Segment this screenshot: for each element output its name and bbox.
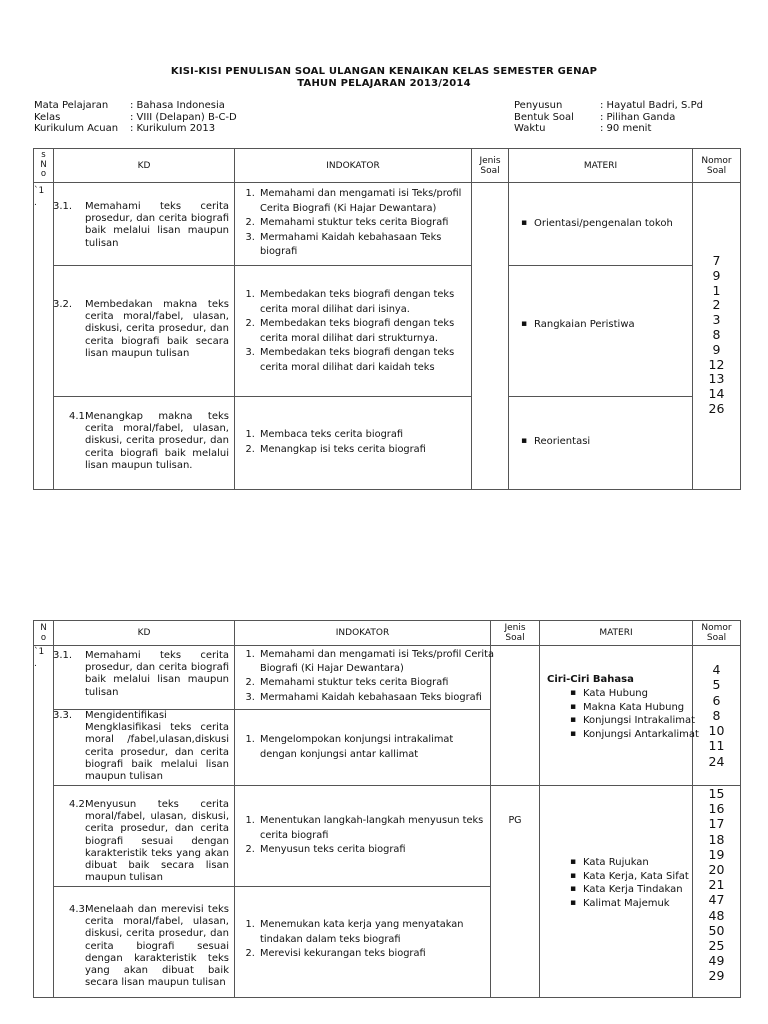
materi-item: ▪ Konjungsi Intrakalimat (583, 714, 708, 728)
table2-indikator-row-1 (238, 648, 508, 705)
meta-value: : Pilihan Ganda (600, 111, 676, 123)
nomor-soal-item: 29 (708, 968, 725, 984)
materi-item: ▪ Rangkaian Peristiwa (534, 318, 704, 332)
table1-indikator-row-1 (238, 187, 478, 260)
table1-nomor-soal (693, 254, 740, 417)
materi-item: ▪ Kata Hubung (583, 687, 708, 701)
nomor-soal-item: 50 (708, 922, 725, 938)
indikator-item: 1. Membedakan teks biografi dengan teks cerita moral dilihat dari isinya. (258, 288, 476, 317)
table1-materi-row-2 (516, 318, 704, 332)
table2-kd-row-2 (53, 710, 229, 783)
kd-text: Memahami teks cerita prosedur, dan cerita biografi baik melalui lisan maupun tulisan (85, 201, 229, 249)
nomor-soal-item: 6 (712, 692, 721, 708)
indikator-item: 1. Menemukan kata kerja yang menyatakan tindakan dalam teks biografi (258, 918, 503, 947)
nomor-soal-item: 9 (712, 341, 721, 357)
document-subtitle: TAHUN PELAJARAN 2013/2014 (297, 78, 471, 89)
nomor-soal-item: 5 (712, 677, 721, 693)
table1-materi-row-1 (516, 217, 704, 231)
meta-label: Kelas (34, 111, 61, 123)
meta-label: Mata Pelajaran (34, 100, 109, 111)
table2-header-nomor-soal: Nomor Soal (701, 623, 732, 643)
table2-nomor-soal-group-2 (693, 786, 740, 984)
table2-kd-row-3 (53, 799, 229, 884)
table2-header-kd: KD (137, 628, 151, 638)
kd-number: 3.1. (53, 650, 73, 661)
meta-label: Kurikulum Acuan (34, 123, 119, 134)
materi-item: ▪ Konjungsi Antarkalimat (583, 728, 708, 742)
nomor-soal-item: 11 (708, 738, 725, 754)
table2-kd-row-4 (53, 904, 229, 989)
meta-value: : Hayatul Badri, S.Pd (600, 100, 703, 111)
table2-no-cell: `1 . (34, 647, 45, 669)
kd-number: 4.1 (69, 411, 85, 422)
table1-materi-row-3 (516, 435, 704, 449)
nomor-soal-item: 3 (712, 312, 721, 328)
table2-header-materi: MATERI (599, 628, 633, 638)
kd-text: Mengidentifikasi Mengklasifikasi teks cerita moral /fabel,ulasan,diskusi cerita prosedur, dan cerita biografi baik melalui lisan maupun tulisan (85, 710, 229, 783)
materi-item: ▪ Orientasi/pengenalan tokoh (534, 217, 704, 231)
kd-text: Membedakan makna teks cerita moral/fabel, ulasan, diskusi, cerita prosedur, dan cerita biografi baik secara lisan maupun tulisan (85, 299, 229, 359)
indikator-item: 2. Memahami stuktur teks cerita Biografi (258, 216, 478, 231)
indikator-item: 3. Mermahami Kaidah kebahasaan Teks biografi (258, 231, 478, 260)
kd-text: Menyusun teks cerita moral/fabel, ulasan, diskusi, cerita prosedur, dan cerita biografi sesuai dengan karakteristik teks yang akan dibuat baik secara lisan maupun tulisan (85, 799, 229, 884)
table1-header-materi: MATERI (583, 160, 618, 171)
meta-value: : Bahasa Indonesia (130, 100, 225, 111)
indikator-item: 2. Memahami stuktur teks cerita Biografi (258, 676, 508, 690)
table1-indikator-row-2 (238, 288, 476, 375)
materi-item: ▪ Kalimat Majemuk (583, 897, 708, 911)
nomor-soal-item: 9 (712, 267, 721, 283)
indikator-item: 2. Merevisi kekurangan teks biografi (258, 947, 503, 962)
table1-header-no: s N o (40, 150, 47, 180)
indikator-item: 2. Menangkap isi teks cerita biografi (258, 443, 478, 458)
table1-no-cell: `1 . (34, 186, 45, 208)
nomor-soal-item: 1 (712, 282, 721, 298)
table2-materi-title: Ciri-Ciri Bahasa (547, 674, 634, 685)
table2-header-no: N o (40, 623, 47, 643)
indikator-item: 2. Membedakan teks biografi dengan teks cerita moral dilihat dari strukturnya. (258, 317, 476, 346)
nomor-soal-item: 8 (712, 707, 721, 723)
nomor-soal-item: 13 (708, 371, 725, 387)
nomor-soal-item: 20 (708, 862, 725, 878)
kd-number: 4.3 (69, 904, 85, 915)
kd-text: Menangkap makna teks cerita moral/fabel, ulasan, diskusi, cerita prosedur, dan cerita biografi baik melalui lisan maupun tulisan. (85, 411, 229, 471)
materi-item: ▪ Kata Rujukan (583, 856, 708, 870)
table2-header-jenis-soal: Jenis Soal (504, 623, 526, 643)
indikator-item: 1. Menentukan langkah-langkah menyusun teks cerita biografi (258, 814, 503, 843)
nomor-soal-item: 8 (712, 326, 721, 342)
table2-materi-group-1 (565, 687, 708, 741)
meta-value: : 90 menit (600, 123, 652, 134)
indikator-item: 2. Menyusun teks cerita biografi (258, 843, 503, 858)
indikator-item: 3. Membedakan teks biografi dengan teks cerita moral dilihat dari kaidah teks (258, 346, 476, 375)
indikator-item: 1. Mengelompokan konjungsi intrakalimat dengan konjungsi antar kallimat (258, 733, 493, 762)
table1-kd-row-1 (53, 201, 229, 250)
indikator-item: 1. Memahami dan mengamati isi Teks/profil Cerita Biografi (Ki Hajar Dewantara) (258, 187, 478, 216)
nomor-soal-item: 24 (708, 753, 725, 769)
kd-number: 4.2 (69, 799, 85, 810)
nomor-soal-item: 7 (712, 253, 721, 268)
meta-label: Penyusun (514, 100, 563, 111)
nomor-soal-item: 2 (712, 297, 721, 313)
nomor-soal-item: 12 (708, 356, 725, 372)
table2-kd-row-1 (53, 650, 229, 699)
kd-text: Menelaah dan merevisi teks cerita moral/fabel, ulasan, diskusi, cerita prosedur, dan cerita biografi sesuai dengan karakteristik teks yang akan dibuat baik secara lisan maupun tulisan (85, 904, 229, 989)
table2-materi-group-2 (565, 856, 708, 910)
nomor-soal-item: 49 (708, 953, 725, 969)
nomor-soal-item: 48 (708, 907, 725, 923)
table1-kd-row-2 (53, 299, 229, 360)
meta-label: Bentuk Soal (514, 111, 574, 123)
nomor-soal-item: 15 (708, 786, 725, 801)
nomor-soal-item: 47 (708, 892, 725, 908)
table1-header-kd: KD (137, 160, 151, 171)
document-title: KISI-KISI PENULISAN SOAL ULANGAN KENAIKAN KELAS SEMESTER GENAP (170, 66, 598, 77)
table1-header-nomor-soal: Nomor Soal (701, 155, 732, 176)
table2-nomor-soal-group-1 (693, 662, 740, 769)
materi-item: ▪ Kata Kerja Tindakan (583, 883, 708, 897)
materi-item: ▪ Makna Kata Hubung (583, 701, 708, 715)
indikator-item: 1. Memahami dan mengamati isi Teks/profil Cerita Biografi (Ki Hajar Dewantara) (258, 648, 508, 676)
table2-indikator-row-2 (238, 733, 493, 762)
materi-item: ▪ Kata Kerja, Kata Sifat (583, 870, 708, 884)
meta-value: : VIII (Delapan) B-C-D (130, 111, 237, 123)
nomor-soal-item: 16 (708, 801, 725, 817)
nomor-soal-item: 14 (708, 386, 725, 402)
table2-indikator-row-3 (238, 814, 503, 858)
meta-label: Waktu (514, 123, 546, 134)
table2-indikator-row-4 (238, 918, 503, 962)
kd-number: 3.2. (53, 299, 73, 310)
nomor-soal-item: 17 (708, 816, 725, 832)
nomor-soal-item: 18 (708, 831, 725, 847)
table1-header-jenis-soal: Jenis Soal (479, 155, 501, 176)
indikator-item: 3. Mermahami Kaidah kebahasaan Teks biografi (258, 691, 508, 705)
nomor-soal-item: 21 (708, 877, 725, 893)
kd-text: Memahami teks cerita prosedur, dan cerita biografi baik melalui lisan maupun tulisan (85, 650, 229, 698)
nomor-soal-item: 19 (708, 846, 725, 862)
nomor-soal-item: 25 (708, 938, 725, 954)
indikator-item: 1. Membaca teks cerita biografi (258, 428, 478, 443)
materi-item: ▪ Reorientasi (534, 435, 704, 449)
kd-number: 3.3. (53, 710, 73, 721)
table1-kd-row-3 (53, 411, 229, 472)
nomor-soal-item: 10 (708, 723, 725, 739)
table2-header-indikator: INDOKATOR (335, 628, 390, 638)
table1-indikator-row-3 (238, 428, 478, 457)
nomor-soal-item: 26 (708, 400, 725, 416)
table1-header-indikator: INDOKATOR (326, 160, 380, 171)
table2-jenis-soal: PG (508, 815, 522, 826)
meta-value: : Kurikulum 2013 (130, 123, 216, 134)
kd-number: 3.1. (53, 201, 73, 212)
nomor-soal-item: 4 (712, 662, 721, 677)
